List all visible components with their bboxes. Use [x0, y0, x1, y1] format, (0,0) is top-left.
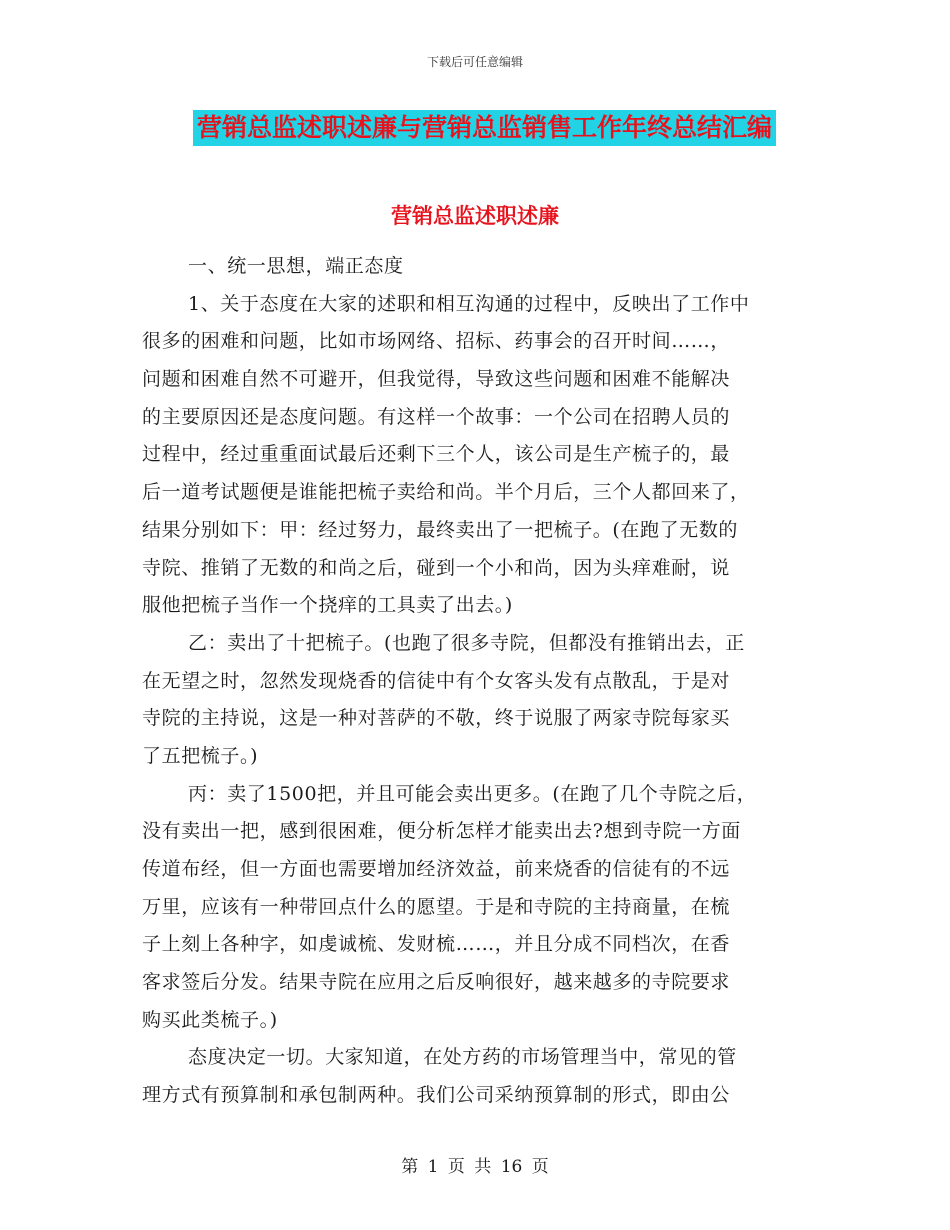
paragraph-line: 万里，应该有一种带回点什么的愿望。于是和寺院的主持商量，在梳: [142, 895, 731, 918]
paragraph-line: 态度决定一切。大家知道，在处方药的市场管理当中，常见的管: [188, 1046, 737, 1069]
paragraph-line: 客求签后分发。结果寺院在应用之后反响很好，越来越多的寺院要求: [142, 971, 731, 994]
paragraph-line: 很多的困难和问题，比如市场网络、招标、药事会的召开时间……，: [142, 330, 731, 353]
paragraph-line: 传道布经，但一方面也需要增加经济效益，前来烧香的信徒有的不远: [142, 858, 731, 880]
paragraph-line: 乙：卖出了十把梳子。(也跑了很多寺院，但都没有推销出去，正: [188, 631, 745, 654]
paragraph-line: 服他把梳子当作一个挠痒的工具卖了出去。): [142, 594, 513, 617]
body-text: [142, 248, 812, 1115]
paragraph-line: 在无望之时，忽然发现烧香的信徒中有个女客头发有点散乱，于是对: [142, 669, 731, 692]
paragraph-line: 后一道考试题便是谁能把梳子卖给和尚。半个月后，三个人都回来了，: [142, 481, 750, 504]
heading-line: 一、统一思想，端正态度: [188, 255, 404, 277]
paragraph-line: 没有卖出一把，感到很困难，便分析怎样才能卖出去?想到寺院一方面: [142, 820, 741, 843]
document-title: 营销总监述职述廉与营销总监销售工作年终总结汇编: [193, 110, 776, 146]
paragraph-line: 1、关于态度在大家的述职和相互沟通的过程中，反映出了工作中: [188, 292, 750, 315]
header-note: 下载后可任意编辑: [426, 55, 523, 69]
paragraph-line: 购买此类梳子。): [142, 1008, 278, 1031]
paragraph-line: 的主要原因还是态度问题。有这样一个故事：一个公司在招聘人员的: [142, 405, 731, 428]
paragraph-line: 结果分别如下：甲：经过努力，最终卖出了一把梳子。(在跑了无数的: [142, 518, 739, 541]
section-title: 营销总监述职述廉: [391, 204, 559, 228]
paragraph-line: 理方式有预算制和承包制两种。我们公司采纳预算制的形式，即由公: [142, 1084, 731, 1107]
page-number-footer: 第 1 页 共 16 页: [401, 1157, 549, 1177]
paragraph-line: 了五把梳子。): [142, 744, 259, 767]
paragraph-line: 丙：卖了1500把，并且可能会卖出更多。(在跑了几个寺院之后，: [188, 782, 757, 805]
paragraph-line: 子上刻上各种字，如虔诚梳、发财梳……，并且分成不同档次，在香: [142, 933, 731, 956]
paragraph-line: 过程中，经过重重面试最后还剩下三个人，该公司是生产梳子的，最: [142, 443, 731, 466]
paragraph-line: 寺院、推销了无数的和尚之后，碰到一个小和尚，因为头痒难耐，说: [142, 556, 731, 579]
paragraph-line: 问题和困难自然不可避开，但我觉得，导致这些问题和困难不能解决: [142, 368, 731, 391]
paragraph-line: 寺院的主持说，这是一种对菩萨的不敬，终于说服了两家寺院每家买: [142, 707, 731, 730]
